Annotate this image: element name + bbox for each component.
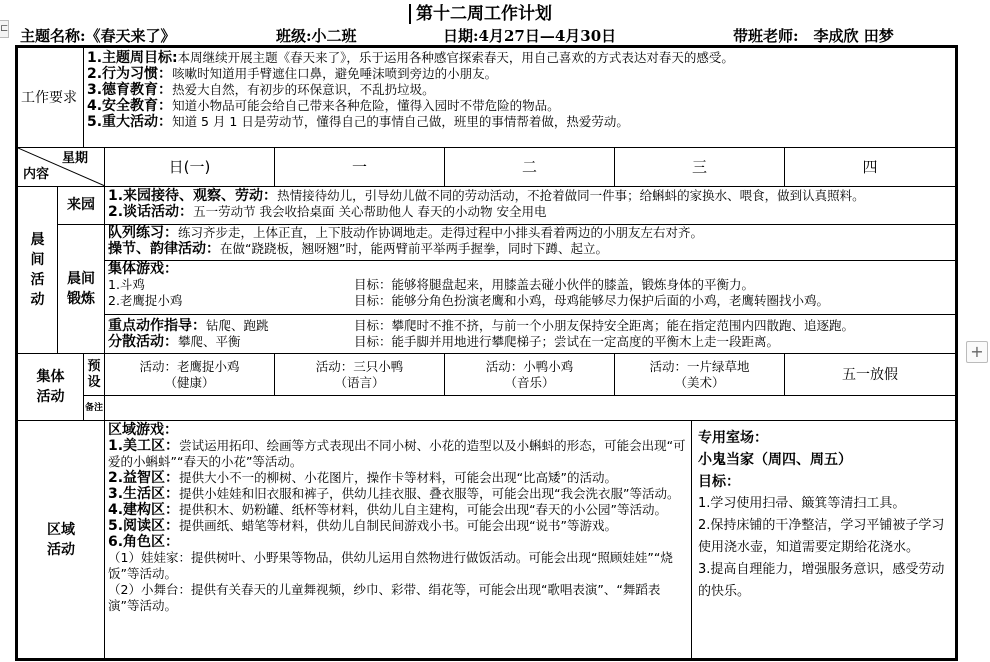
area-item: 1.美工区：尝试运用拓印、绘画等方式表现出不同小树、小花的造型以及小蝌蚪的形态，可能会出现“可爱的小蝌蚪”“春天的小花”等活动。 (108, 438, 686, 470)
arrival-label: 来园 (58, 187, 105, 225)
exercise-label: 晨间锻炼 (58, 224, 105, 354)
area-item: 4.建构区：提供积木、奶粉罐、纸杯等材料，供幼儿自主建构，可能会出现“春天的小公园”等活动。 (108, 502, 668, 519)
note-content (105, 396, 956, 421)
exercise-games: 集体游戏： 1.斗鸡 目标：能够将腿盘起来，用膝盖去碰小伙伴的膝盖，锻炼身体的平衡力。 2.老鹰捉小鸡 目标：能够分角色扮演老鹰和小鸡，母鸡能够尽力保护后面的小鸡，老鹰转圈找小鸡。 (105, 261, 956, 315)
work-item: 4.安全教育：知道小物品可能会给自己带来各种危险，懂得入园时不带危险的物品。 (87, 98, 560, 114)
game-row: 2.老鹰捉小鸡 目标：能够分角色扮演老鹰和小鸡，母鸡能够尽力保护后面的小鸡，老鹰转圈找小鸡。 (108, 293, 830, 309)
area-item: 2.益智区：提供大小不一的柳树、小花图片，操作卡等材料，可能会出现“比高矮”的活动。 (108, 470, 618, 487)
work-item: 3.德育教育：热爱大自然，有初步的环保意识，不乱扔垃圾。 (87, 82, 435, 98)
work-item: 2.行为习惯：咳嗽时知道用手臂遮住口鼻，避免唾沫喷到旁边的小朋友。 (87, 66, 498, 82)
group-activity: 活动：小鸭小鸡 （音乐） (445, 354, 615, 396)
area-subitem: （1）娃娃家：提供树叶、小野果等物品，供幼儿运用自然物进行做饭活动。可能会出现“照顾娃娃”“烧饭”等活动。 (108, 550, 673, 582)
room-goal: 3.提高自理能力，增强服务意识，感受劳动的快乐。 (698, 562, 945, 600)
weekday-col: 四 (785, 148, 956, 187)
teachers: 带班老师: 李成欣 田梦 (733, 27, 894, 45)
group-activity: 活动：三只小鸭 （语言） (275, 354, 445, 396)
page-title: 第十二周工作计划 (409, 4, 552, 24)
area-label: 区域活动 (18, 421, 105, 659)
group-activity: 五一放假 (785, 354, 956, 396)
work-label: 工作要求 (18, 48, 84, 148)
room-goal: 2.保持床铺的干净整洁，学习平铺被子学习使用浇水壶，知道需要定期给花浇水。 (698, 518, 945, 556)
theme-name: 主题名称:《春天来了》 (20, 27, 176, 45)
work-item: 1.主题周目标:本周继续开展主题《春天来了》，乐于运用各种感官探索春天，用自己喜欢的方式表达对春天的感受。 (87, 50, 734, 66)
game-row: 1.斗鸡 目标：能够将腿盘起来，用膝盖去碰小伙伴的膝盖，锻炼身体的平衡力。 (108, 277, 755, 293)
area-item: 3.生活区：提供小娃娃和旧衣服和裤子，供幼儿挂衣服、叠衣服等，可能会出现“我会洗衣服”等活动。 (108, 486, 680, 503)
exercise-drills: 队列练习：练习齐步走，上体正直，上下肢动作协调地走。走得过程中小排头看着两边的小朋友左右对齐。 操节、韵律活动：在做“跷跷板，翘呀翘”时，能两臂前平举两手握拳，同时下蹲、起立。 (105, 224, 956, 261)
work-item: 5.重大活动：知道 5 月 1 日是劳动节，懂得自己的事情自己做，班里的事情帮着做，热爱劳动。 (87, 114, 629, 130)
weekday-col: 二 (445, 148, 615, 187)
weekly-plan-table (17, 47, 956, 659)
corner-weekday: 星期 (61, 151, 88, 167)
corner-content: 内容 (23, 167, 50, 183)
class-name: 班级:小二班 (276, 27, 357, 45)
weekday-col: 日(一) (105, 148, 275, 187)
date-range: 日期:4月27日—4月30日 (443, 27, 617, 45)
area-games: 区域游戏： 1.美工区：尝试运用拓印、绘画等方式表现出不同小树、小花的造型以及小蝌蚪的形态，可能会出现“可爱的小蝌蚪”“春天的小花”等活动。 2.益智区：提供大小不一的柳树、小花图片，操作卡等材料，可能会出现“比高矮”的活动。 3.生活区：提供小娃娃和旧衣服和裤子，供幼儿挂衣服、叠衣服等，可能会出现“我会洗衣服”等活动。 4.建构区：提供积木、奶粉罐、纸杯等材料，供幼儿自主建构，可能会出现“春天的小公园”等活动。 5.阅读区：提供画纸、蜡笔等材料，供幼儿自制民间游戏小书。可能会出现“说书”等游戏。 6.角色区： （1）娃娃家：提供树叶、小野果等物品，供幼儿运用自然物进行做饭活动。可能会出现“照顾娃娃”“烧饭”等活动。 （2）小舞台：提供有关春天的儿童舞视频，纱巾、彩带、绢花等，可能会出现“歌唱表演”、“舞蹈表演”等活动。 (105, 421, 692, 659)
group-activity: 活动：老鹰捉小鸡 （健康） (105, 354, 275, 396)
morning-label: 晨间活动 (18, 187, 58, 354)
note-label: 备注 (84, 396, 105, 421)
area-item: 6.角色区： (108, 534, 180, 551)
special-room: 专用室场： 小鬼当家（周四、周五） 目标： 1.学习使用扫帚、簸箕等清扫工具。 2.保持床铺的干净整洁，学习平铺被子学习使用浇水壶，知道需要定期给花浇水。 3.提高自理能力，增强服务意识，感受劳动的快乐。 (692, 421, 956, 659)
work-requirements (84, 48, 956, 148)
weekday-col: 三 (615, 148, 785, 187)
room-goal: 1.学习使用扫帚、簸箕等清扫工具。 (698, 496, 906, 512)
weekday-corner (18, 148, 105, 187)
arrival-content: 1.来园接待、观察、劳动：热情接待幼儿，引导幼儿做不同的劳动活动，不抢着做同一件事；给蝌蚪的家换水、喂食，做到认真照料。 2.谈话活动：五一劳动节 我会收拾桌面 关心帮助他人 春天的小动物 安全用电 (105, 187, 956, 225)
area-item: 5.阅读区：提供画纸、蜡笔等材料，供幼儿自制民间游戏小书。可能会出现“说书”等游戏。 (108, 518, 618, 535)
add-icon[interactable]: + (966, 341, 988, 363)
area-subitem: （2）小舞台：提供有关春天的儿童舞视频，纱巾、彩带、绢花等，可能会出现“歌唱表演”、“舞蹈表演”等活动。 (108, 582, 661, 614)
group-label: 集体活动 (18, 354, 84, 421)
collapse-handle[interactable]: ⊏ (0, 20, 9, 38)
plan-header (20, 25, 960, 45)
exercise-focus: 重点动作指导：钻爬、跑跳 目标：攀爬时不推不挤，与前一个小朋友保持安全距离；能在指定范围内四散跑、追逐跑。 分散活动：攀爬、平衡 目标：能手脚并用地进行攀爬梯子；尝试在一定高度的平衡木上走一段距离。 (105, 314, 956, 354)
weekday-col: 一 (275, 148, 445, 187)
group-activity: 活动：一片绿草地 （美术） (615, 354, 785, 396)
preset-label: 预设 (84, 354, 105, 396)
